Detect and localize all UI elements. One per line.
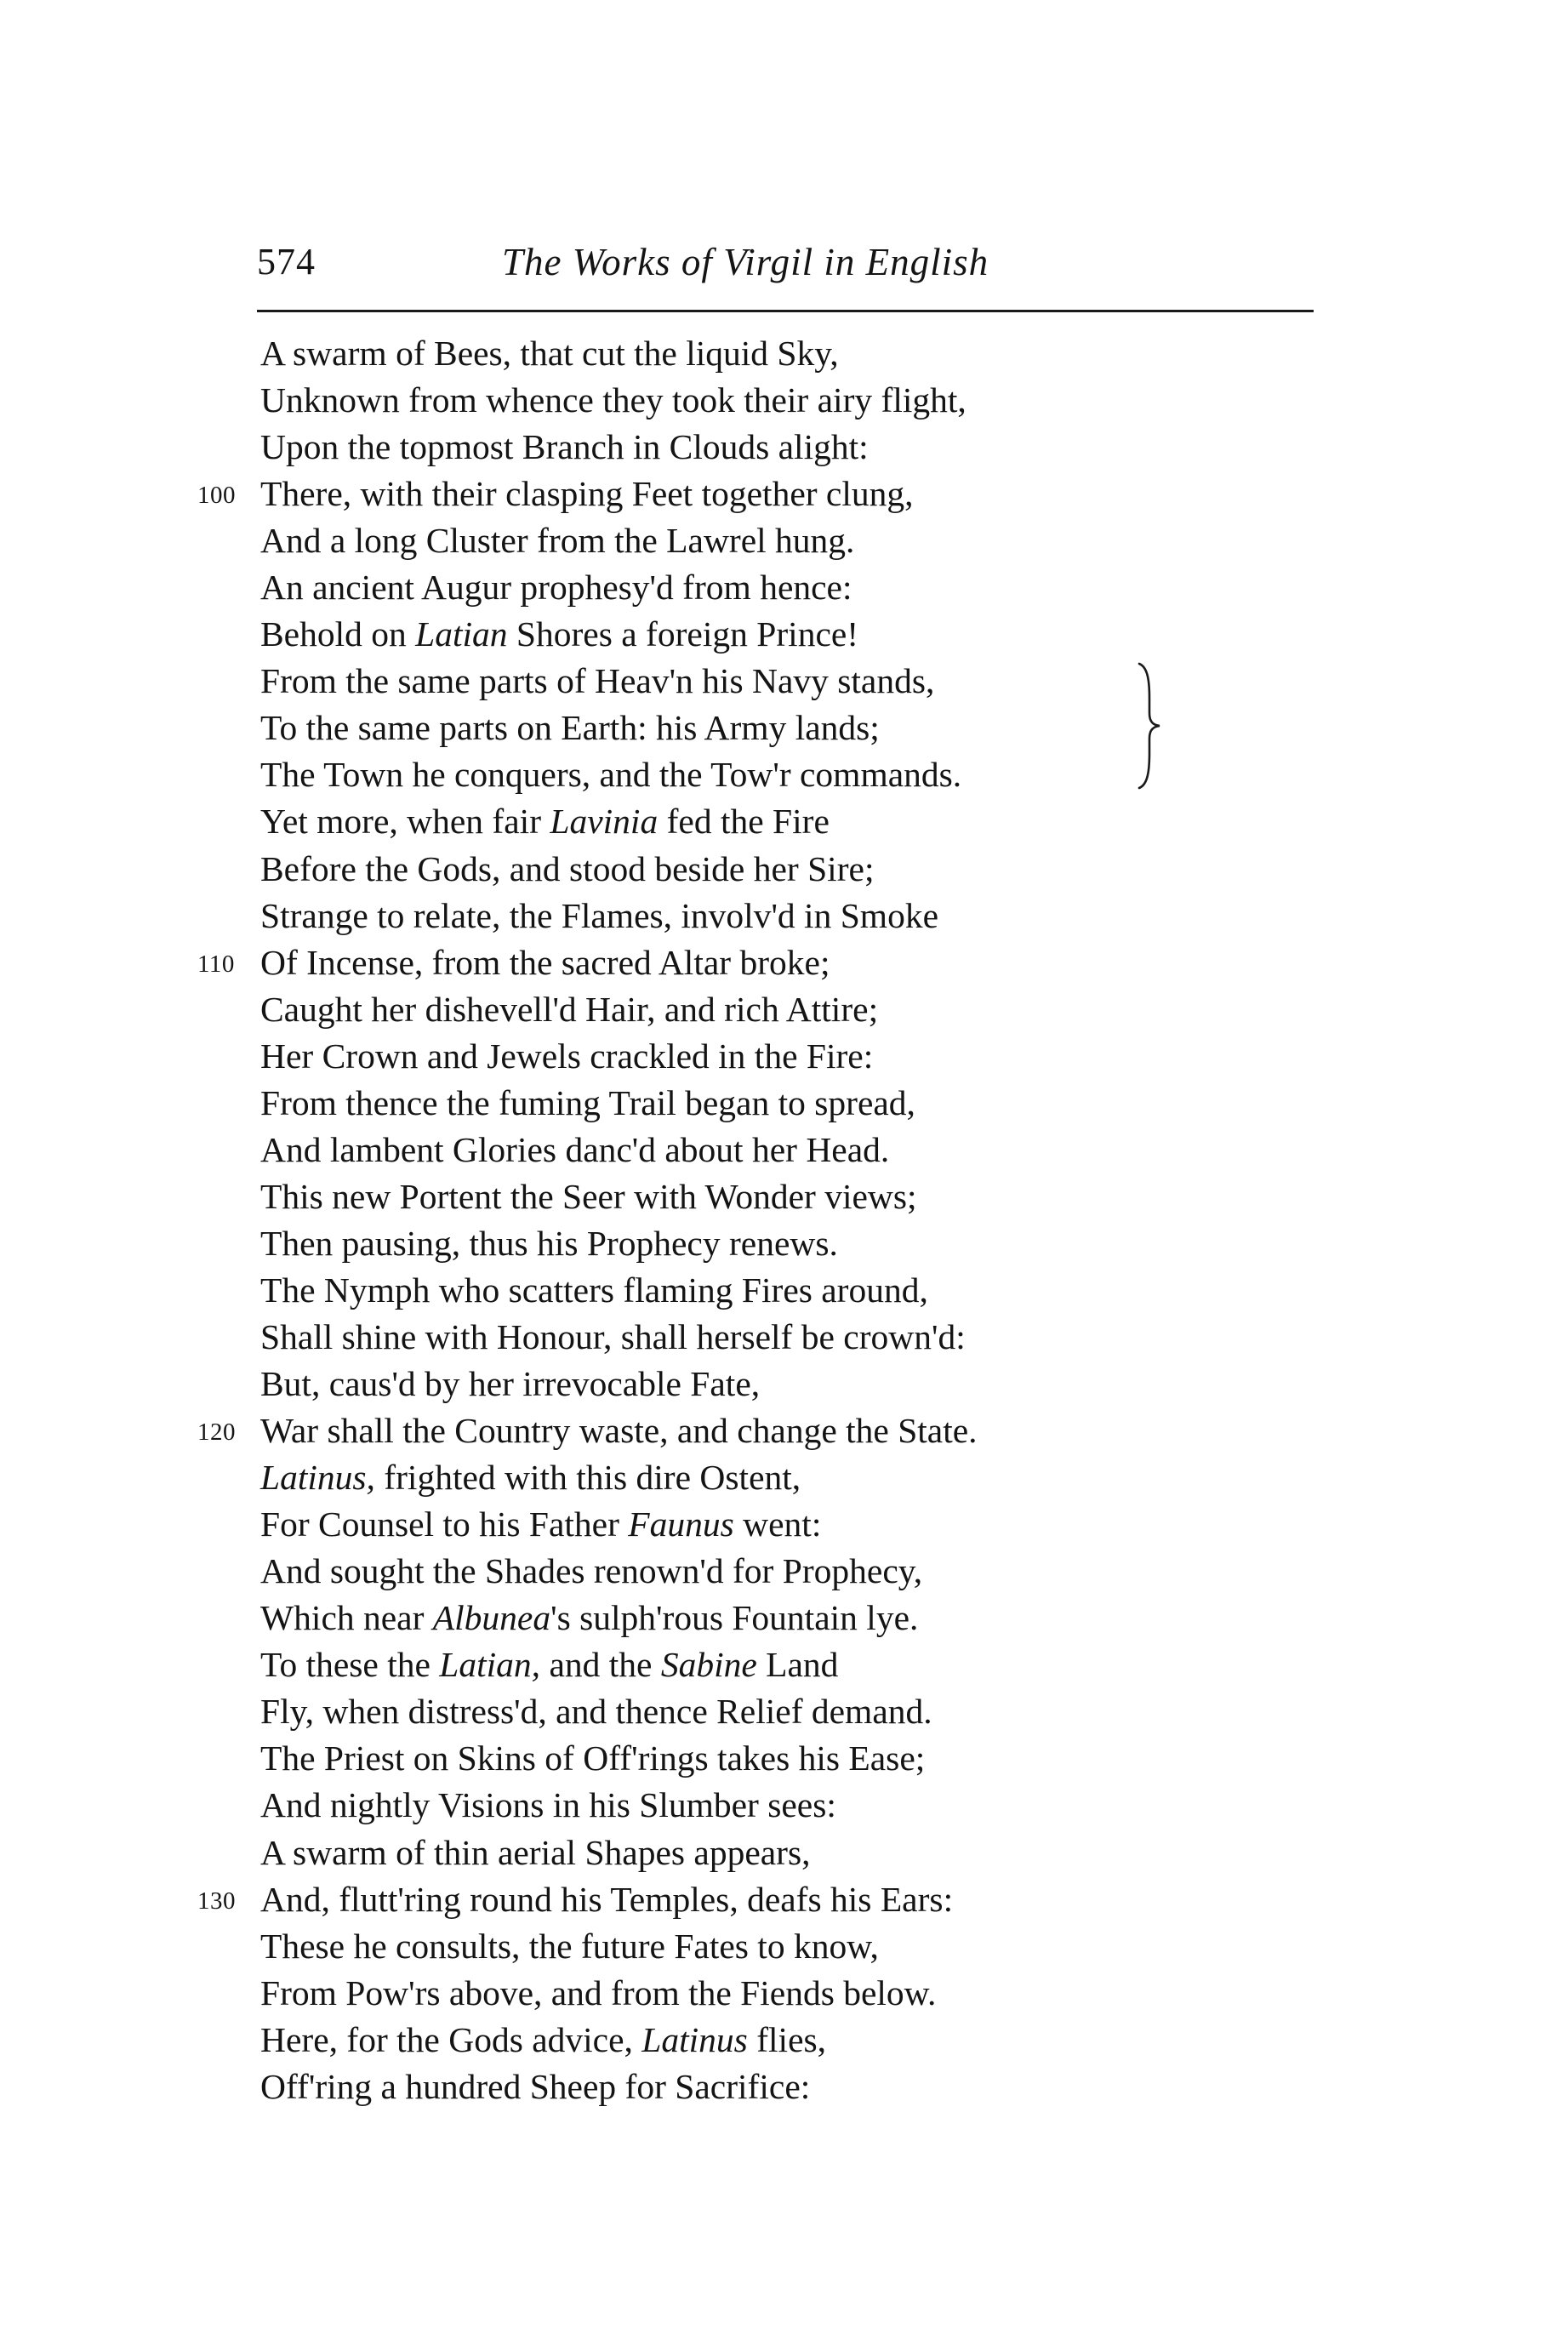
line-number: 110: [197, 950, 235, 978]
verse-fragment: flies,: [747, 2019, 827, 2059]
verse-fragment: fed the Fire: [658, 802, 830, 842]
verse-line-text: There, with their clasping Feet together clung,: [260, 474, 914, 514]
verse-line-text: And, flutt'ring round his Temples, deafs his Ears:: [260, 1879, 954, 1919]
verse-line: [0, 2017, 1568, 2064]
verse-line-text: Fly, when distress'd, and thence Relief demand.: [260, 1692, 932, 1732]
verse-line: [0, 1641, 1568, 1688]
verse-fragment: 's sulph'rous Fountain lye.: [550, 1598, 919, 1638]
verse-line-text: An ancient Augur prophesy'd from hence:: [260, 568, 852, 608]
line-number: 120: [197, 1419, 236, 1447]
italic-name: Sabine: [660, 1645, 757, 1685]
verse-line: [0, 471, 1568, 517]
verse-line: [0, 1735, 1568, 1782]
verse-line-text: A swarm of Bees, that cut the liquid Sky,: [260, 334, 839, 373]
verse-line-text: The Nymph who scatters flaming Fires around,: [260, 1270, 928, 1310]
verse-line: [0, 1548, 1568, 1595]
verse-fragment: Here, for the Gods advice,: [260, 2019, 642, 2059]
verse-line: [0, 1361, 1568, 1407]
verse-line: [0, 1220, 1568, 1267]
verse-line-text: And lambent Glories danc'd about her Head.: [260, 1129, 890, 1169]
verse-line: [0, 1595, 1568, 1641]
verse-line: [0, 1830, 1568, 1876]
verse-line-text: A swarm of thin aerial Shapes appears,: [260, 1832, 811, 1872]
verse-line: [0, 424, 1568, 471]
verse-line-text: But, caus'd by her irrevocable Fate,: [260, 1364, 761, 1404]
italic-name: Latian: [415, 614, 508, 654]
verse-line-text: To the same parts on Earth: his Army lands;: [260, 708, 880, 748]
verse-line: [0, 330, 1568, 377]
verse-line: [0, 1127, 1568, 1173]
triplet-brace: [1136, 660, 1166, 791]
verse-fragment: Land: [756, 1645, 839, 1685]
verse-line: [0, 1923, 1568, 1970]
verse-fragment: To these the: [260, 1645, 440, 1685]
verse-line-text: Unknown from whence they took their airy flight,: [260, 380, 966, 420]
verse-line-text: Off'ring a hundred Sheep for Sacrifice:: [260, 2066, 811, 2106]
verse-line: [0, 705, 1568, 751]
verse-line: [0, 1314, 1568, 1361]
running-title: The Works of Virgil in English: [502, 241, 989, 283]
verse-block: [0, 330, 1568, 2110]
page-number: 574: [257, 241, 316, 283]
verse-line: [0, 986, 1568, 1033]
verse-line-text: [260, 611, 858, 658]
verse-line: [0, 1970, 1568, 2017]
verse-fragment: For Counsel to his Father: [260, 1504, 629, 1544]
verse-line-text: From the same parts of Heav'n his Navy stands,: [260, 661, 935, 701]
verse-line: [0, 658, 1568, 705]
verse-line: [0, 1407, 1568, 1454]
italic-name: Faunus: [628, 1504, 734, 1544]
verse-line-text: This new Portent the Seer with Wonder views;: [260, 1176, 917, 1216]
verse-line-text: [260, 1595, 918, 1641]
verse-line-text: [260, 1454, 801, 1501]
verse-line-text: Shall shine with Honour, shall herself be crown'd:: [260, 1316, 966, 1356]
header-rule: [257, 310, 1314, 312]
verse-line: [0, 751, 1568, 798]
verse-fragment: and the: [540, 1645, 661, 1685]
verse-line: [0, 517, 1568, 564]
verse-line: [0, 1033, 1568, 1080]
verse-line: [0, 1782, 1568, 1829]
verse-line-text: Strange to relate, the Flames, involv'd in Smoke: [260, 895, 938, 935]
italic-name: Latinus,: [260, 1458, 375, 1498]
verse-line: [0, 611, 1568, 658]
verse-line-text: War shall the Country waste, and change the State.: [260, 1411, 978, 1451]
verse-fragment: Behold on: [260, 614, 416, 654]
verse-line-text: [260, 1501, 821, 1548]
verse-line: [0, 2064, 1568, 2110]
verse-line-text: And nightly Visions in his Slumber sees:: [260, 1785, 836, 1825]
italic-name: Lavinia: [550, 802, 659, 842]
verse-line-text: Of Incense, from the sacred Altar broke;: [260, 942, 830, 982]
verse-fragment: Which near: [260, 1598, 433, 1638]
verse-line-text: [260, 2017, 826, 2064]
italic-name: Albunea: [432, 1598, 551, 1638]
verse-line: [0, 1876, 1568, 1923]
verse-line-text: And sought the Shades renown'd for Prophecy,: [260, 1551, 923, 1591]
verse-line: [0, 1080, 1568, 1127]
verse-fragment: Yet more, when fair: [260, 802, 550, 842]
verse-line-text: Upon the topmost Branch in Clouds alight:: [260, 427, 869, 467]
verse-line-text: Before the Gods, and stood beside her Sire;: [260, 848, 875, 888]
verse-fragment: went:: [733, 1504, 822, 1544]
verse-line-text: Her Crown and Jewels crackled in the Fire:: [260, 1036, 874, 1076]
verse-line: [0, 1454, 1568, 1501]
line-number: 100: [197, 482, 236, 510]
verse-line: [0, 798, 1568, 845]
italic-name: Latian,: [439, 1645, 541, 1685]
verse-line: [0, 1267, 1568, 1314]
verse-fragment: Shores a foreign Prince!: [507, 614, 859, 654]
verse-line-text: [260, 798, 830, 845]
verse-line-text: [260, 1641, 838, 1688]
verse-line-text: These he consults, the future Fates to know,: [260, 1926, 879, 1966]
verse-line: [0, 939, 1568, 986]
verse-line: [0, 1688, 1568, 1735]
verse-line: [0, 1173, 1568, 1220]
verse-line-text: Then pausing, thus his Prophecy renews.: [260, 1223, 838, 1263]
verse-line-text: From thence the fuming Trail began to spread,: [260, 1082, 915, 1122]
verse-line-text: The Town he conquers, and the Tow'r commands.: [260, 755, 962, 795]
verse-line: [0, 893, 1568, 939]
verse-line-text: Caught her dishevell'd Hair, and rich Attire;: [260, 989, 879, 1029]
italic-name: Latinus: [641, 2019, 748, 2059]
verse-line: [0, 1501, 1568, 1548]
verse-line-text: And a long Cluster from the Lawrel hung.: [260, 521, 855, 561]
verse-line: [0, 377, 1568, 424]
verse-line-text: From Pow'rs above, and from the Fiends below.: [260, 1972, 937, 2012]
brace-shape: [1139, 664, 1160, 788]
verse-fragment: frighted with this dire Ostent,: [374, 1458, 801, 1498]
verse-line: [0, 846, 1568, 893]
verse-line-text: The Priest on Skins of Off'rings takes his Ease;: [260, 1738, 926, 1778]
line-number: 130: [197, 1887, 236, 1915]
verse-line: [0, 564, 1568, 611]
